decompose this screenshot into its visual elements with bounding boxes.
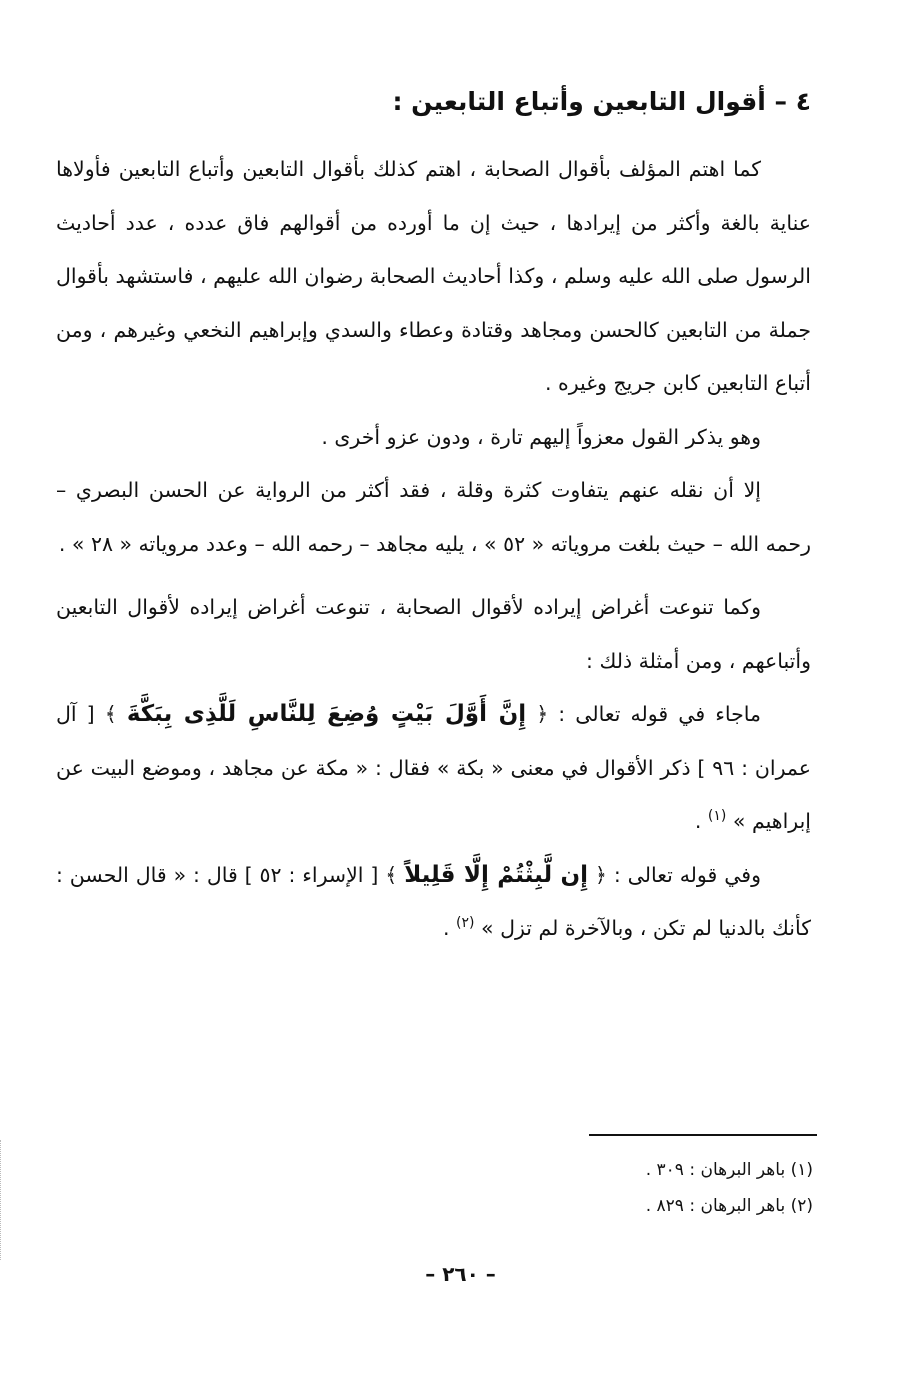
example-text: ﴾ [ الإسراء : ٥٢ ] قال : « قال الحسن : كأنك بالدنيا لم تكن ، وبالآخرة لم تزل »	[56, 862, 811, 940]
paragraph: وكما تنوعت أغراض إيراده لأقوال الصحابة ، تنوعت أغراض إيراده لأقوال التابعين وأتباعهم ، ومن أمثلة ذلك :	[56, 595, 811, 673]
example-lead: وفي قوله تعالى : ﴿	[594, 862, 761, 887]
page-number: – ٢٦٠ –	[425, 1262, 496, 1286]
paragraph: كما اهتم المؤلف بأقوال الصحابة ، اهتم كذلك بأقوال التابعين وأتباع التابعين فأولاها عناية بالغة وأكثر من إيرادها ، حيث إن ما أورده من أقوالهم فاق عدده ، عدد أحاديث الرسول صلى الله عليه وسلم ، وكذا أحاديث الصحابة رضوان الله عليهم ، فاستشهد بأقوال جملة من التابعين كالحسن ومجاهد وقتادة وعطاء والسدي وإبراهيم النخعي وغيرهم ، ومن أتباع التابعين كابن جريج وغيره .	[56, 157, 811, 395]
paragraph: وهو يذكر القول معزواً إليهم تارة ، ودون عزو أخرى .	[321, 424, 761, 449]
body-text	[56, 143, 811, 956]
footnotes	[313, 1152, 813, 1224]
example-paragraph-1	[56, 688, 811, 849]
example-end: .	[442, 916, 457, 940]
example-end: .	[694, 809, 708, 833]
footnote-reference[interactable]: (١)	[707, 808, 727, 825]
section-heading: ٤ – أقوال التابعين وأتباع التابعين :	[392, 87, 811, 116]
example-lead: ماجاء في قوله تعالى : ﴿	[536, 702, 761, 726]
footnote-rule	[589, 1134, 817, 1136]
example-text: ﴾ [ آل عمران : ٩٦ ] ذكر الأقوال في معنى « بكة » فقال : « مكة عن مجاهد ، وموضع البيت عن إبراهيم »	[56, 702, 811, 833]
footnote-item: (٢) باهر البرهان : ٨٢٩ .	[645, 1196, 813, 1216]
example-paragraph-2	[56, 849, 811, 956]
paragraph-gap	[56, 571, 811, 581]
scan-edge-marks	[0, 1140, 4, 1260]
quran-verse: إِنَّ أَوَّلَ بَيْتٍ وُضِعَ لِلنَّاسِ لَلَّذِى بِبَكَّةَ	[126, 701, 527, 727]
footnote-reference[interactable]: (٢)	[456, 915, 475, 932]
paragraph: إلا أن نقله عنهم يتفاوت كثرة وقلة ، فقد أكثر من الرواية عن الحسن البصري – رحمه الله – حيث بلغت مروياته « ٥٢ » ، يليه مجاهد – رحمه الله – وعدد مروياته « ٢٨ » .	[56, 478, 811, 556]
quran-verse: إِن لَّبِثْتُمْ إِلَّا قَلِيلاً	[404, 861, 589, 888]
footnote-item: (١) باهر البرهان : ٣٠٩ .	[645, 1160, 813, 1180]
